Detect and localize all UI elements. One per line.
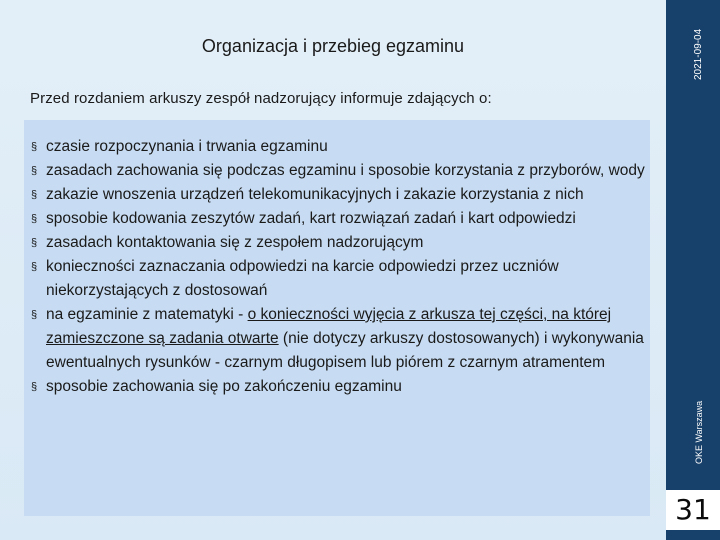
list-item bbox=[28, 159, 652, 183]
list-item bbox=[28, 303, 652, 375]
bullet-icon: § bbox=[31, 381, 38, 393]
list-item-text: czasie rozpoczynania i trwania egzaminu bbox=[46, 138, 328, 155]
list-item bbox=[28, 135, 652, 159]
list-item-text: sposobie kodowania zeszytów zadań, kart rozwiązań zadań i kart odpowiedzi bbox=[46, 210, 576, 227]
list-item bbox=[28, 255, 652, 303]
bullet-icon: § bbox=[31, 165, 38, 177]
list-item-text: zasadach kontaktowania się z zespołem nadzorującym bbox=[46, 234, 424, 251]
list-item-text-underlined: o konieczności wyjęcia z arkusza tej części, na której zamieszczone są zadania otwarte bbox=[46, 306, 612, 347]
list-item-text-post: (nie dotyczy arkuszy dostosowanych) i wykonywania ewentualnych rysunków - czarnym długopisem lub piórem z czarnym atramentem bbox=[46, 330, 644, 371]
bullet-list bbox=[28, 135, 652, 399]
list-item-text: konieczności zaznaczania odpowiedzi na karcie odpowiedzi przez uczniów niekorzystających z dostosowań bbox=[46, 258, 559, 299]
list-item-text-pre: na egzaminie z matematyki - bbox=[46, 306, 248, 323]
bullet-icon: § bbox=[31, 213, 38, 225]
slide-intro: Przed rozdaniem arkuszy zespół nadzorujący informuje zdających o: bbox=[30, 90, 492, 107]
bullet-icon: § bbox=[31, 261, 38, 273]
organization-label: OKE Warszawa bbox=[694, 400, 704, 464]
list-item-text: sposobie zachowania się po zakończeniu egzaminu bbox=[46, 378, 402, 395]
slide-date: 2021-09-04 bbox=[693, 28, 704, 80]
list-item bbox=[28, 207, 652, 231]
list-item bbox=[28, 183, 652, 207]
list-item bbox=[28, 231, 652, 255]
bullet-icon: § bbox=[31, 237, 38, 249]
page-number: 31 bbox=[666, 490, 720, 530]
list-item-text: zakazie wnoszenia urządzeń telekomunikacyjnych i zakazie korzystania z nich bbox=[46, 186, 584, 203]
slide-title: Organizacja i przebieg egzaminu bbox=[201, 36, 465, 56]
bullet-icon: § bbox=[31, 141, 38, 153]
bullet-icon: § bbox=[31, 309, 38, 321]
list-item-text: zasadach zachowania się podczas egzaminu i sposobie korzystania z przyborów, wody bbox=[46, 162, 645, 179]
bullet-icon: § bbox=[31, 189, 38, 201]
list-item bbox=[28, 375, 652, 399]
